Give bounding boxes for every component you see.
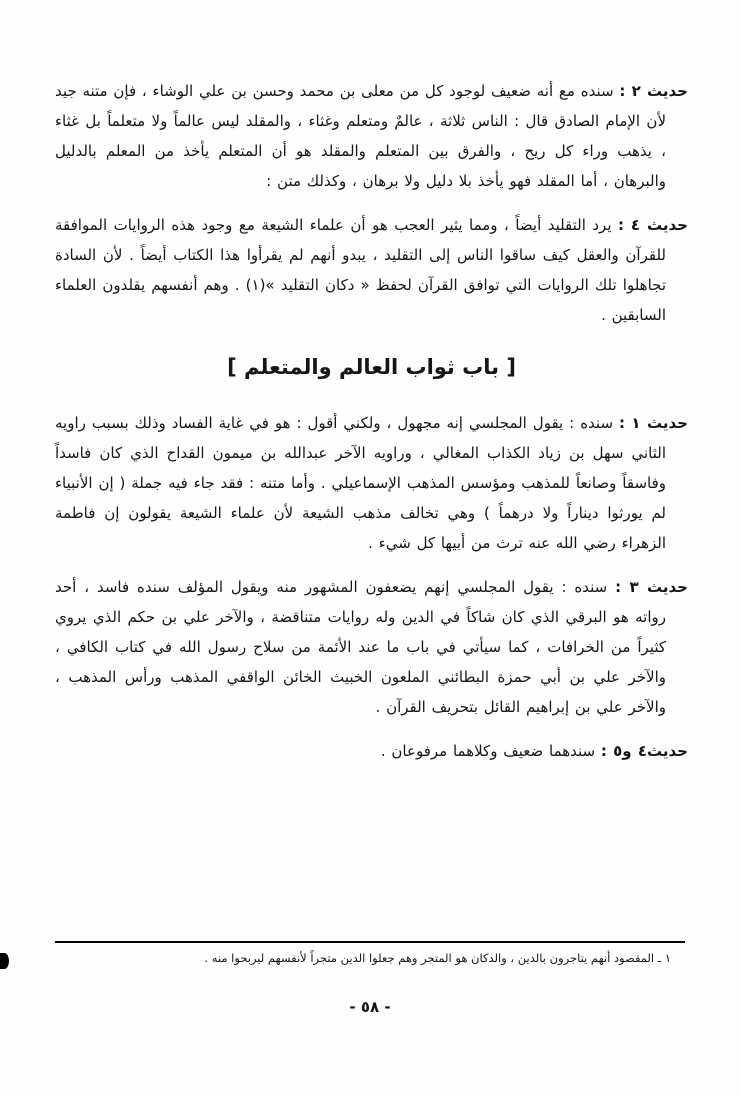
hadith-paragraph-2 bbox=[55, 76, 688, 196]
hadith-text: سندهما ضعيف وكلاهما مرفوعان . bbox=[380, 742, 596, 760]
footnote-text: ١ ـ المقصود أنهم يتاجرون بالدين ، والدكان هو المتجر وهم جعلوا الدين متجراً لأنفسهم ليربحوا منه . bbox=[204, 951, 671, 965]
hadith-label: حديث ٢ : bbox=[619, 82, 688, 100]
hadith-paragraph-1 bbox=[55, 408, 688, 558]
ink-blot bbox=[0, 953, 9, 969]
hadith-text: سنده : يقول المجلسي إنهم يضعفون المشهور منه ويقول المؤلف سنده فاسد ، أحد رواته هو البرقي الذي كان شاكاً في الدين وله روايات متناقضة ، والآخر علي بن حكم الذي يروي كثيراً من الخرافات ، كما سيأتي في باب ما عند الأئمة من سلاح رسول الله في كتاب الكافي ، والآخر علي بن أبي حمزة البطائني الملعون الخبيث الخائن الواقفي المذهب ورأس المذهب ، والآخر علي بن إبراهيم القائل بتحريف القرآن . bbox=[55, 578, 666, 716]
hadith-paragraph-3 bbox=[55, 572, 688, 722]
footnote-section bbox=[55, 941, 685, 967]
hadith-label: حديث ١ : bbox=[619, 414, 688, 432]
hadith-paragraph-4-5 bbox=[55, 736, 688, 766]
hadith-label: حديث٤ و٥ : bbox=[600, 742, 688, 760]
hadith-paragraph-4 bbox=[55, 210, 688, 330]
hadith-text: يرد التقليد أيضاً ، ومما يثير العجب هو أن علماء الشيعة مع وجود هذه الروايات الموافقة للقرآن والعقل كيف ساقوا الناس إلى التقليد ، يبدو أنهم لم يقرأوا هذا الكتاب أيضاً . لأن السادة تجاهلوا تلك الروايات التي توافق القرآن لحفظ « دكان التقليد »(١) . وهم أنفسهم يقلدون العلماء السابقين . bbox=[55, 216, 666, 324]
main-text bbox=[55, 76, 688, 766]
hadith-label: حديث ٣ : bbox=[615, 578, 688, 596]
hadith-label: حديث ٤ : bbox=[617, 216, 688, 234]
hadith-text: سنده مع أنه ضعيف لوجود كل من معلى بن محمد وحسن بن علي الوشاء ، فإن متنه جيد لأن الإمام الصادق قال : الناس ثلاثة ، عالمٌ ومتعلم وغثاء ، والمقلد ليس عالماً ولا متعلماً بل غثاء ، يذهب وراء كل ريح ، والفرق بين المتعلم والمقلد هو أن المتعلم يأخذ من المعلم بالدليل والبرهان ، أما المقلد فهو يأخذ بلا دليل ولا برهان ، وكذلك متن : bbox=[55, 82, 666, 190]
hadith-text: سنده : يقول المجلسي إنه مجهول ، ولكني أقول : هو في غاية الفساد وذلك بسبب راويه الثاني سهل بن زياد الكذاب المغالي ، وراويه الآخر عبدالله بن ميمون القداح الذي كان فاسداً وفاسقاً وصانعاً للمذهب ومؤسس المذهب الإسماعيلي . وأما متنه : فقد جاء فيه جملة ( إن الأنبياء لم يورثوا ديناراً ولا درهماً ) وهي تخالف مذهب الشيعة لأن علماء الشيعة يقولون إن فاطمة الزهراء رضي الله عنه ترث من أبيها كل شيء . bbox=[55, 414, 666, 552]
page-number: - ٥٨ - bbox=[349, 998, 391, 1016]
chapter-heading: [ باب ثواب العالم والمتعلم ] bbox=[227, 355, 516, 379]
